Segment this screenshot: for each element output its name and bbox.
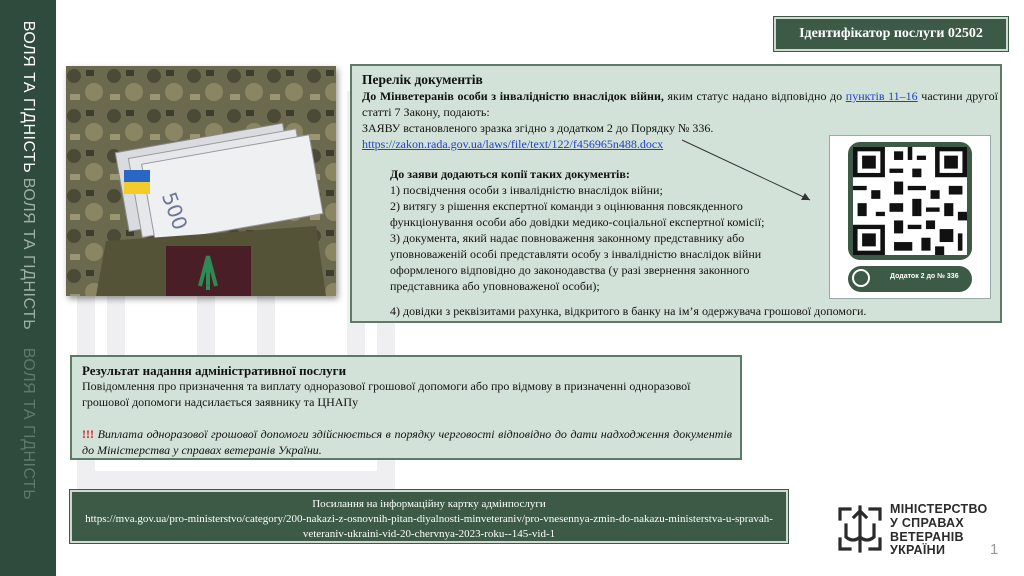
info-card-link-box bbox=[70, 490, 788, 543]
law-points-link[interactable]: пунктів 11–16 bbox=[845, 89, 918, 103]
service-id-badge bbox=[774, 17, 1008, 51]
svg-text:500: 500 bbox=[156, 188, 193, 234]
arrow-icon bbox=[680, 138, 820, 208]
qr-caption: Додаток 2 до № 336 bbox=[890, 273, 959, 280]
result-title: Результат надання адміністративної послуги bbox=[82, 363, 347, 378]
qr-caption-pill bbox=[848, 266, 972, 292]
left-sidebar bbox=[0, 0, 56, 576]
qr-frame bbox=[848, 142, 972, 260]
copies-heading: До заяви додаються копії таких документів: bbox=[390, 167, 630, 181]
list-item: 3) документа, який надає повноваження законному представнику або уповноваженій особі представляти особу з інвалідністю внаслідок війни оформленого відповідно до законодавства (у разі звернення законного представника або уповноваженої особи); bbox=[390, 230, 762, 293]
sidebar-slogan: ВОЛЯ ТА ГІДНІСТЬ bbox=[20, 20, 37, 174]
page-number: 1 bbox=[990, 541, 999, 558]
result-note bbox=[82, 427, 732, 459]
list-item: 4) довідки з реквізитами рахунка, відкритого в банку на ім’я одержувача грошової допомоги. bbox=[390, 304, 867, 318]
phone-icon bbox=[852, 269, 870, 287]
result-note-text: Виплата одноразової грошової допомоги здійснюється в порядку черговості відповідно до дати надходження документів до Міністерства у справах ветеранів України. bbox=[82, 427, 732, 457]
result-panel bbox=[70, 355, 742, 460]
service-id-text: Ідентифікатор послуги 02502 bbox=[799, 26, 983, 41]
ministry-name-line: МІНІСТЕРСТВО bbox=[890, 502, 988, 516]
ministry-logo-icon bbox=[836, 503, 884, 555]
money-photo bbox=[66, 66, 336, 296]
list-item: 2) витягу з рішення експертної команди з оцінювання повсякденного функціонування особи або довідки медико-соціальної експертної комісії; bbox=[390, 198, 765, 229]
info-card-url[interactable]: https://mva.gov.ua/pro-ministerstvo/category/200-nakazi-z-osnovnih-pitan-diyalnosti-minveteraniv/pro-vnesennya-zmin-do-nakazu-ministerstva-u-spravah-veteraniv-ukraini-vid-20-chervnya-2023-roku--145-vid-1 bbox=[85, 512, 773, 540]
ministry-name-line: ВЕТЕРАНІВ bbox=[890, 529, 964, 544]
qr-code-card[interactable] bbox=[829, 135, 991, 299]
ministry-name bbox=[890, 503, 988, 558]
intro-bold: До Мінветеранів особи з інвалідністю внаслідок війни, bbox=[362, 89, 664, 103]
result-body: Повідомлення про призначення та виплату одноразової грошової допомоги або про відмову в призначенні одноразової грошової допомоги надсилається заявнику та ЦНАПу bbox=[82, 379, 691, 409]
application-form-link[interactable]: https://zakon.rada.gov.ua/laws/file/text/122/f456965n488.docx bbox=[362, 136, 664, 151]
sidebar-slogan: ВОЛЯ ТА ГІДНІСТЬ bbox=[20, 347, 37, 501]
list-item: 1) посвідчення особи з інвалідністю внаслідок війни; bbox=[390, 182, 663, 197]
qr-code-icon bbox=[853, 147, 967, 255]
application-text: ЗАЯВУ встановленого зразка згідно з додатком 2 до Порядку № 336. bbox=[362, 120, 714, 135]
documents-title: Перелік документів bbox=[362, 72, 483, 87]
intro-text: частини другої статті 7 Закону, подають: bbox=[362, 89, 998, 119]
warning-mark: !!! bbox=[82, 427, 94, 441]
intro-text: яким статус надано відповідно до bbox=[663, 89, 846, 103]
ministry-name-line: У СПРАВАХ bbox=[890, 515, 964, 530]
sidebar-slogan: ВОЛЯ ТА ГІДНІСТЬ bbox=[20, 177, 37, 331]
info-card-label: Посилання на інформаційну картку адмінпослуги bbox=[312, 498, 546, 510]
ministry-name-line: УКРАЇНИ bbox=[890, 543, 946, 558]
